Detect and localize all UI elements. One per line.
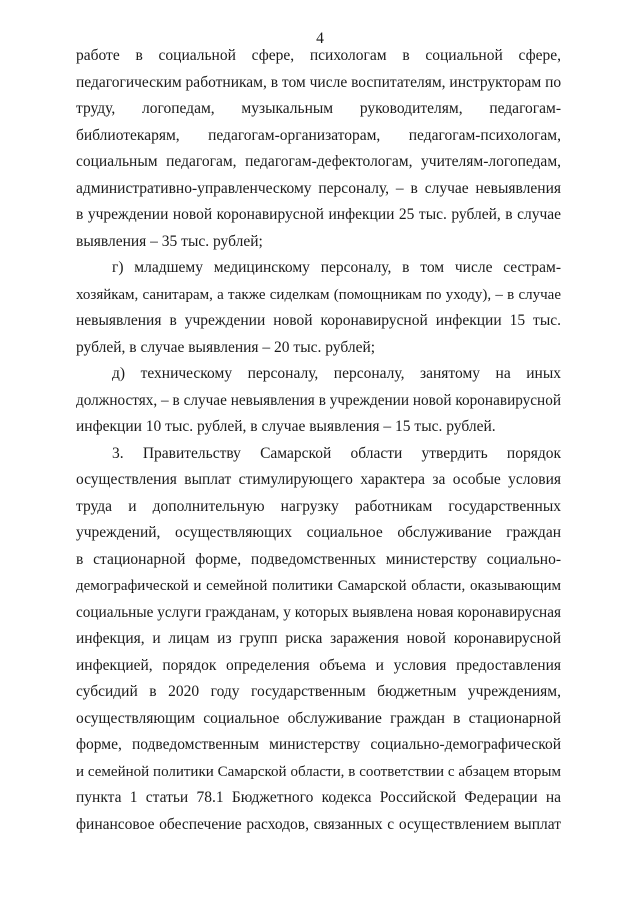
- text-line: должностях, – в случае невыявления в учреждении новой коронавирусной: [76, 391, 561, 409]
- page-number: 4: [316, 30, 324, 47]
- text-line: труда и дополнительную нагрузку работникам государственных: [76, 497, 561, 515]
- paragraph-item-d: [76, 361, 561, 441]
- text-line: г) младшему медицинскому персоналу, в том числе сестрам-: [112, 259, 561, 276]
- text-line: библиотекарям, педагогам-организаторам, педагогам-психологам,: [76, 126, 561, 144]
- text-line: социальные услуги гражданам, у которых выявлена новая коронавирусная: [76, 603, 561, 621]
- text-line: в учреждении новой коронавирусной инфекции 25 тыс. рублей, в случае: [76, 206, 561, 223]
- text-line: финансовое обеспечение расходов, связанных с осуществлением выплат: [76, 815, 561, 833]
- document-body: [76, 43, 561, 838]
- text-line: демографической и семейной политики Самарской области, оказывающим: [76, 578, 561, 594]
- text-line: субсидий в 2020 году государственным бюджетным учреждениям,: [76, 683, 561, 700]
- paragraph-continuation: [76, 43, 561, 255]
- text-line: работе в социальной сфере, психологам в социальной сфере,: [76, 47, 561, 64]
- text-line: невыявления в учреждении новой коронавирусной инфекции 15 тыс.: [76, 312, 561, 329]
- text-line: инфекцией, порядок определения объема и условия предоставления: [76, 656, 561, 674]
- text-line: 3. Правительству Самарской области утвердить порядок: [112, 444, 561, 462]
- text-line: педагогическим работникам, в том числе воспитателям, инструкторам по: [76, 73, 562, 91]
- text-line: рублей, в случае выявления – 20 тыс. рублей;: [76, 338, 376, 356]
- paragraph-section-3: [76, 441, 561, 839]
- paragraph-item-g: [76, 255, 561, 361]
- text-line: административно-управленческому персоналу, – в случае невыявления: [76, 179, 561, 197]
- text-line: труду, логопедам, музыкальным руководителям, педагогам-: [76, 100, 561, 117]
- text-line: инфекция, и лицам из групп риска заражения новой коронавирусной: [76, 630, 561, 647]
- text-line: учреждений, осуществляющих социальное обслуживание граждан: [76, 524, 561, 541]
- text-line: пункта 1 статьи 78.1 Бюджетного кодекса Российской Федерации на: [76, 789, 561, 806]
- text-line: инфекции 10 тыс. рублей, в случае выявления – 15 тыс. рублей.: [76, 418, 496, 435]
- text-line: в стационарной форме, подведомственных министерству социально-: [76, 550, 561, 568]
- text-line: форме, подведомственным министерству социально-демографической: [76, 736, 561, 753]
- text-line: хозяйкам, санитарам, а также сиделкам (помощникам по уходу), – в случае: [76, 286, 561, 303]
- text-line: выявления – 35 тыс. рублей;: [76, 232, 263, 250]
- text-line: осуществляющим социальное обслуживание граждан в стационарной: [76, 709, 561, 727]
- text-line: и семейной политики Самарской области, в соответствии с абзацем вторым: [76, 763, 561, 780]
- text-line: осуществления выплат стимулирующего характера за особые условия: [76, 471, 561, 488]
- text-line: д) техническому персоналу, персоналу, занятому на иных: [112, 365, 561, 382]
- text-line: социальным педагогам, педагогам-дефектологам, учителям-логопедам,: [76, 153, 561, 170]
